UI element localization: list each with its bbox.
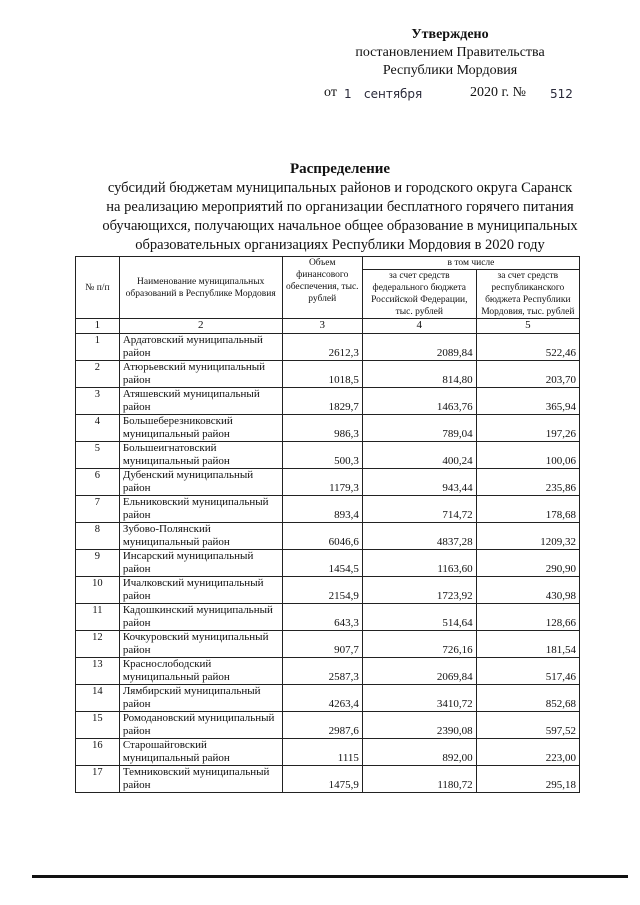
federal-amount: 4837,28 [362, 523, 476, 550]
total-amount: 2587,3 [282, 658, 362, 685]
federal-amount: 943,44 [362, 469, 476, 496]
municipality-name: Ичалковский муниципальный район [119, 577, 282, 604]
republic-amount: 197,26 [476, 415, 579, 442]
republic-amount: 365,94 [476, 388, 579, 415]
approval-line-republic: Республики Мордовия [382, 63, 518, 78]
total-amount: 893,4 [282, 496, 362, 523]
approval-block [320, 26, 580, 104]
republic-amount: 430,98 [476, 577, 579, 604]
municipality-name: Дубенский муниципальный район [119, 469, 282, 496]
approval-date-line [320, 84, 580, 104]
republic-amount: 517,46 [476, 658, 579, 685]
subsidy-table [75, 256, 580, 793]
total-amount: 2154,9 [282, 577, 362, 604]
date-prefix: от [324, 85, 337, 100]
total-amount: 2612,3 [282, 334, 362, 361]
republic-amount: 295,18 [476, 766, 579, 793]
row-number: 7 [76, 496, 120, 523]
federal-amount: 514,64 [362, 604, 476, 631]
republic-amount: 100,06 [476, 442, 579, 469]
table-row [76, 577, 580, 604]
title-line-3: обучающихся, получающих начальное общее образование в муниципальных [102, 218, 578, 234]
municipality-name: Ардатовский муниципальный район [119, 334, 282, 361]
table-row [76, 604, 580, 631]
row-number: 10 [76, 577, 120, 604]
republic-amount: 203,70 [476, 361, 579, 388]
table-header-row [76, 257, 580, 270]
table-row [76, 469, 580, 496]
municipality-name: Краснослободский муниципальный район [119, 658, 282, 685]
republic-amount: 178,68 [476, 496, 579, 523]
federal-amount: 2390,08 [362, 712, 476, 739]
municipality-name: Атюрьевский муниципальный район [119, 361, 282, 388]
column-number: 1 [76, 319, 120, 334]
municipality-name: Атяшевский муниципальный район [119, 388, 282, 415]
table-row [76, 739, 580, 766]
federal-amount: 3410,72 [362, 685, 476, 712]
municipality-name: Ельниковский муниципальный район [119, 496, 282, 523]
federal-amount: 726,16 [362, 631, 476, 658]
document-title [84, 160, 596, 255]
column-number: 3 [282, 319, 362, 334]
republic-amount: 223,00 [476, 739, 579, 766]
header-including: в том числе [362, 257, 579, 270]
republic-amount: 181,54 [476, 631, 579, 658]
table-row [76, 496, 580, 523]
municipality-name: Темниковский муниципальный район [119, 766, 282, 793]
table-row [76, 361, 580, 388]
document-number: 512 [550, 87, 573, 101]
row-number: 14 [76, 685, 120, 712]
federal-amount: 400,24 [362, 442, 476, 469]
row-number: 11 [76, 604, 120, 631]
municipality-name: Кадошкинский муниципальный район [119, 604, 282, 631]
republic-amount: 522,46 [476, 334, 579, 361]
republic-amount: 290,90 [476, 550, 579, 577]
date-month: сентября [364, 87, 423, 101]
republic-amount: 235,86 [476, 469, 579, 496]
total-amount: 1115 [282, 739, 362, 766]
table-row [76, 712, 580, 739]
row-number: 2 [76, 361, 120, 388]
title-line-1: субсидий бюджетам муниципальных районов и городского округа Саранск [107, 180, 573, 196]
federal-amount: 1463,76 [362, 388, 476, 415]
municipality-name: Кочкуровский муниципальный район [119, 631, 282, 658]
table-row [76, 766, 580, 793]
row-number: 13 [76, 658, 120, 685]
total-amount: 1829,7 [282, 388, 362, 415]
date-year: 2020 г. № [470, 85, 527, 100]
municipality-name: Инсарский муниципальный район [119, 550, 282, 577]
row-number: 1 [76, 334, 120, 361]
table-row [76, 631, 580, 658]
title-line-4: образовательных организациях Республики Мордовия в 2020 году [135, 237, 545, 253]
municipality-name: Ромодановский муниципальный район [119, 712, 282, 739]
total-amount: 500,3 [282, 442, 362, 469]
table-row [76, 685, 580, 712]
row-number: 3 [76, 388, 120, 415]
approval-title: Утверждено [411, 27, 489, 42]
total-amount: 1475,9 [282, 766, 362, 793]
table-row [76, 388, 580, 415]
total-amount: 1179,3 [282, 469, 362, 496]
federal-amount: 1723,92 [362, 577, 476, 604]
municipality-name: Лямбирский муниципальный район [119, 685, 282, 712]
header-federal: за счет средств федерального бюджета Российской Федерации, тыс. рублей [362, 270, 476, 319]
table-row [76, 550, 580, 577]
row-number: 5 [76, 442, 120, 469]
row-number: 15 [76, 712, 120, 739]
federal-amount: 714,72 [362, 496, 476, 523]
federal-amount: 789,04 [362, 415, 476, 442]
total-amount: 1454,5 [282, 550, 362, 577]
federal-amount: 2089,84 [362, 334, 476, 361]
total-amount: 907,7 [282, 631, 362, 658]
row-number: 6 [76, 469, 120, 496]
republic-amount: 1209,32 [476, 523, 579, 550]
column-numbers-row [76, 319, 580, 334]
total-amount: 6046,6 [282, 523, 362, 550]
row-number: 8 [76, 523, 120, 550]
federal-amount: 1163,60 [362, 550, 476, 577]
header-num: № п/п [76, 257, 120, 319]
row-number: 4 [76, 415, 120, 442]
date-day: 1 [344, 87, 352, 101]
header-republic: за счет средств республиканского бюджета Республики Мордовия, тыс. рублей [476, 270, 579, 319]
table-row [76, 523, 580, 550]
table-row [76, 658, 580, 685]
column-number: 4 [362, 319, 476, 334]
total-amount: 643,3 [282, 604, 362, 631]
federal-amount: 892,00 [362, 739, 476, 766]
municipality-name: Старошайговский муниципальный район [119, 739, 282, 766]
republic-amount: 128,66 [476, 604, 579, 631]
republic-amount: 597,52 [476, 712, 579, 739]
table-row [76, 442, 580, 469]
republic-amount: 852,68 [476, 685, 579, 712]
approval-line-resolution: постановлением Правительства [355, 45, 545, 60]
table-row [76, 334, 580, 361]
federal-amount: 814,80 [362, 361, 476, 388]
municipality-name: Большеберезниковский муниципальный район [119, 415, 282, 442]
row-number: 9 [76, 550, 120, 577]
row-number: 16 [76, 739, 120, 766]
table-row [76, 415, 580, 442]
total-amount: 2987,6 [282, 712, 362, 739]
total-amount: 4263,4 [282, 685, 362, 712]
column-number: 2 [119, 319, 282, 334]
header-name: Наименование муниципальных образований в Республике Мордовия [119, 257, 282, 319]
municipality-name: Зубово-Полянский муниципальный район [119, 523, 282, 550]
total-amount: 1018,5 [282, 361, 362, 388]
title-line-2: на реализацию мероприятий по организации бесплатного горячего питания [106, 199, 574, 215]
municipality-name: Большеигнатовский муниципальный район [119, 442, 282, 469]
bottom-rule [32, 875, 628, 878]
federal-amount: 2069,84 [362, 658, 476, 685]
row-number: 17 [76, 766, 120, 793]
header-total: Объем финансового обеспечения, тыс. рублей [282, 257, 362, 319]
column-number: 5 [476, 319, 579, 334]
total-amount: 986,3 [282, 415, 362, 442]
title-heading: Распределение [289, 161, 391, 177]
federal-amount: 1180,72 [362, 766, 476, 793]
row-number: 12 [76, 631, 120, 658]
